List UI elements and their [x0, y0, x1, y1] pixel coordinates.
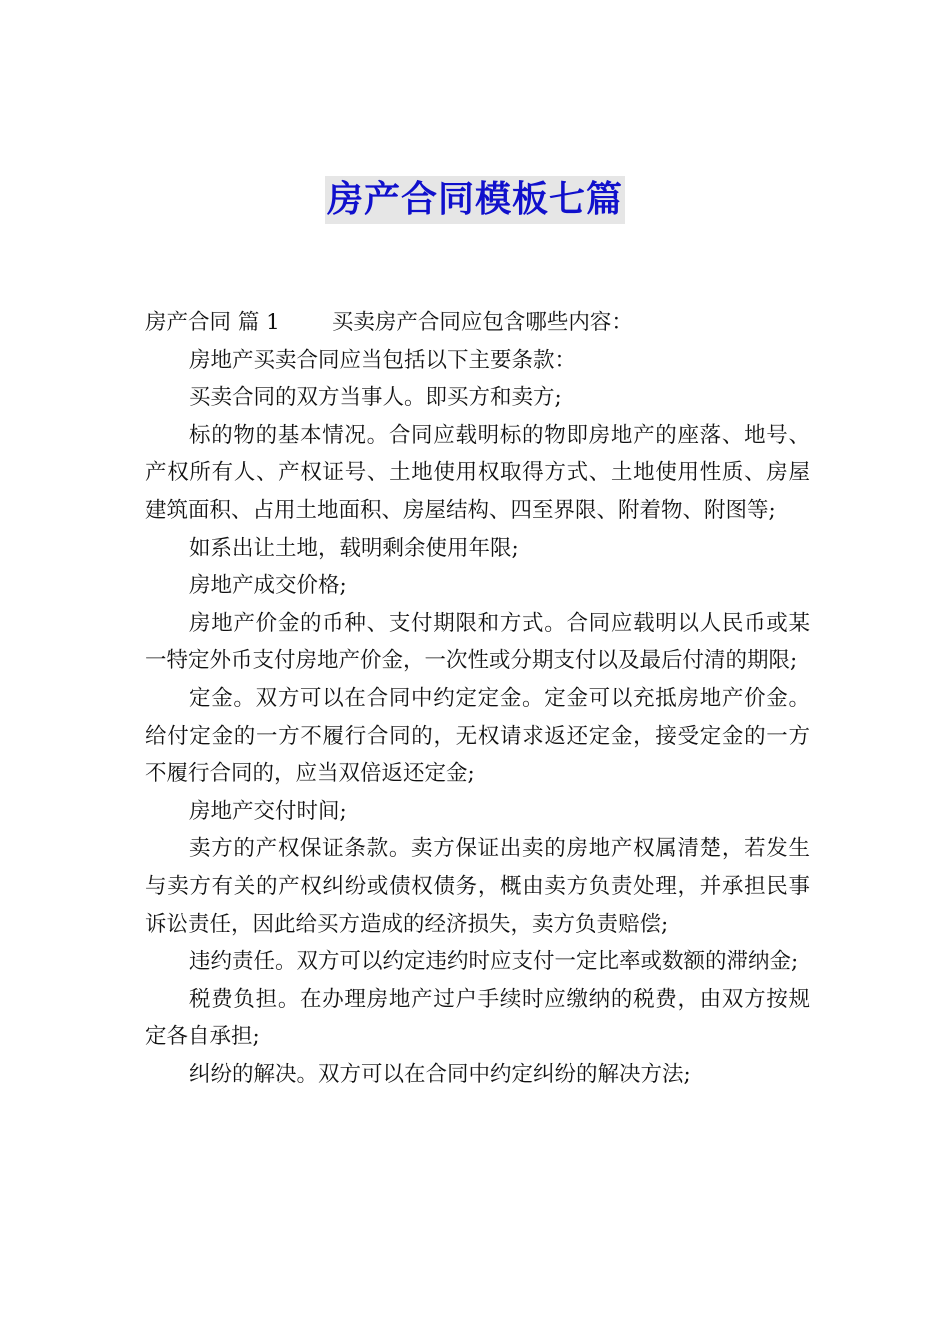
section-heading-line — [145, 304, 810, 342]
document-title: 房产合同模板七篇 — [325, 176, 625, 224]
paragraph: 买卖合同的双方当事人。即买方和卖方; — [189, 385, 562, 411]
paragraph: 定金。双方可以在合同中约定定金。定金可以充抵房地产价金。给付定金的一方不履行合同的，无权请求返还定金，接受定金的一方不履行合同的，应当双倍返还定金; — [145, 685, 810, 787]
paragraph: 房地产成交价格; — [189, 573, 347, 599]
paragraph: 如系出让土地，载明剩余使用年限; — [189, 535, 519, 561]
section-label: 房产合同 篇 1 — [145, 310, 280, 335]
paragraph: 纠纷的解决。双方可以在合同中约定纠纷的解决方法; — [189, 1061, 691, 1087]
document-body — [145, 304, 810, 1093]
paragraph: 税费负担。在办理房地产过户手续时应缴纳的税费，由双方按规定各自承担; — [145, 986, 810, 1050]
title-container — [0, 176, 950, 224]
section-intro: 买卖房产合同应包含哪些内容： — [331, 310, 633, 335]
paragraph: 房地产交付时间; — [189, 798, 347, 824]
paragraph: 标的物的基本情况。合同应载明标的物即房地产的座落、地号、产权所有人、产权证号、土地使用权取得方式、土地使用性质、房屋建筑面积、占用土地面积、房屋结构、四至界限、附着物、附图等; — [145, 422, 810, 523]
paragraph: 房地产买卖合同应当包括以下主要条款： — [189, 347, 577, 373]
paragraph: 卖方的产权保证条款。卖方保证出卖的房地产权属清楚，若发生与卖方有关的产权纠纷或债权债务，概由卖方负责处理，并承担民事诉讼责任，因此给买方造成的经济损失，卖方负责赔偿; — [145, 836, 810, 937]
paragraph: 房地产价金的币种、支付期限和方式。合同应载明以人民币或某一特定外币支付房地产价金，一次性或分期支付以及最后付清的期限; — [145, 610, 810, 674]
paragraph: 违约责任。双方可以约定违约时应支付一定比率或数额的滞纳金; — [189, 949, 799, 975]
